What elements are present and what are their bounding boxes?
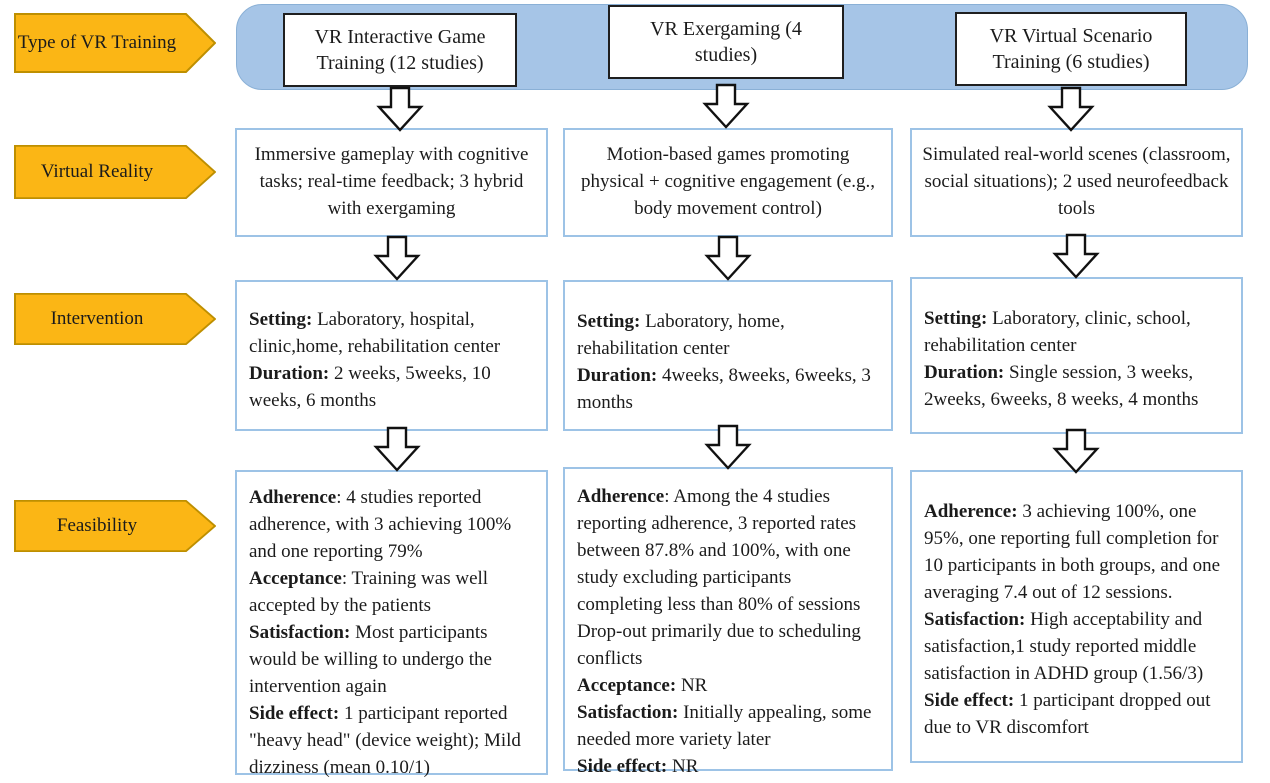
row-label-text: Feasibility bbox=[56, 515, 138, 537]
info-item: Setting: Laboratory, hospital, clinic,home, rehabilitation center bbox=[249, 309, 501, 357]
down-arrow-icon bbox=[368, 426, 426, 472]
info-item: Duration: 2 weeks, 5weeks, 10 weeks, 6 months bbox=[249, 363, 491, 411]
row-label-intervention bbox=[14, 293, 216, 345]
down-arrow-icon bbox=[699, 235, 757, 281]
info-item: Acceptance: Training was well accepted by the patients bbox=[249, 568, 489, 616]
row-label-virtual-reality bbox=[14, 145, 216, 199]
info-item: Duration: Single session, 3 weeks, 2weeks, 6weeks, 8 weeks, 4 months bbox=[924, 362, 1199, 410]
row-label-type-of-vr-training bbox=[14, 13, 216, 73]
down-arrow-icon bbox=[1047, 233, 1105, 279]
row-label-feasibility bbox=[14, 500, 216, 552]
down-arrow-icon bbox=[368, 235, 426, 281]
intervention-box-col3 bbox=[910, 277, 1243, 434]
top-box-interactive-game-training: VR Interactive Game Training (12 studies) bbox=[283, 13, 517, 87]
info-item: Setting: Laboratory, clinic, school, rehabilitation center bbox=[924, 308, 1191, 356]
info-item: Adherence: 3 achieving 100%, one 95%, one reporting full completion for 10 participants in both groups, and one averaging 7.4 out of 12 sessions. bbox=[924, 501, 1221, 603]
info-item: Satisfaction: Most participants would be willing to undergo the intervention again bbox=[249, 622, 492, 697]
info-item: Side effect: 1 participant dropped out due to VR discomfort bbox=[924, 690, 1211, 738]
down-arrow-icon bbox=[371, 86, 429, 132]
row-label-text: Intervention bbox=[50, 308, 144, 330]
feasibility-box-col1 bbox=[235, 470, 548, 778]
top-box-exergaming: VR Exergaming (4 studies) bbox=[608, 5, 844, 79]
down-arrow-icon bbox=[697, 83, 755, 129]
info-item: Adherence: 4 studies reported adherence, with 3 achieving 100% and one reporting 79% bbox=[249, 487, 512, 562]
info-item: Acceptance: NR bbox=[577, 675, 708, 696]
intervention-box-col2 bbox=[563, 280, 893, 431]
info-item: Setting: Laboratory, home, rehabilitation center bbox=[577, 311, 785, 359]
info-item: Duration: 4weeks, 8weeks, 6weeks, 3 months bbox=[577, 365, 871, 413]
info-item: Drop-out primarily due to scheduling conflicts bbox=[577, 621, 861, 669]
down-arrow-icon bbox=[1042, 86, 1100, 132]
vr-description-box-col1: Immersive gameplay with cognitive tasks; real-time feedback; 3 hybrid with exergaming bbox=[235, 128, 548, 237]
intervention-box-col1 bbox=[235, 280, 548, 431]
info-item: Side effect: NR bbox=[577, 756, 699, 777]
top-box-virtual-scenario-training: VR Virtual Scenario Training (6 studies) bbox=[955, 12, 1187, 86]
info-item: Satisfaction: Initially appealing, some needed more variety later bbox=[577, 702, 872, 750]
info-item: Satisfaction: High acceptability and satisfaction,1 study reported middle satisfaction in ADHD group (1.56/3) bbox=[924, 609, 1204, 684]
row-label-text: Virtual Reality bbox=[40, 161, 154, 183]
feasibility-box-col2 bbox=[563, 467, 893, 777]
down-arrow-icon bbox=[699, 424, 757, 470]
vr-description-box-col2: Motion-based games promoting physical + cognitive engagement (e.g., body movement control) bbox=[563, 128, 893, 237]
vr-description-box-col3: Simulated real-world scenes (classroom, social situations); 2 used neurofeedback tools bbox=[910, 128, 1243, 237]
feasibility-box-col3 bbox=[910, 470, 1243, 763]
info-item: Adherence: Among the 4 studies reporting adherence, 3 reported rates between 87.8% and 100%, with one study excluding participants completing less than 80% of sessions bbox=[577, 486, 861, 615]
info-item: Side effect: 1 participant reported "heavy head" (device weight); Mild dizziness (mean 0.10/1) bbox=[249, 703, 521, 778]
down-arrow-icon bbox=[1047, 428, 1105, 474]
row-label-text: Type of VR Training bbox=[17, 32, 177, 54]
